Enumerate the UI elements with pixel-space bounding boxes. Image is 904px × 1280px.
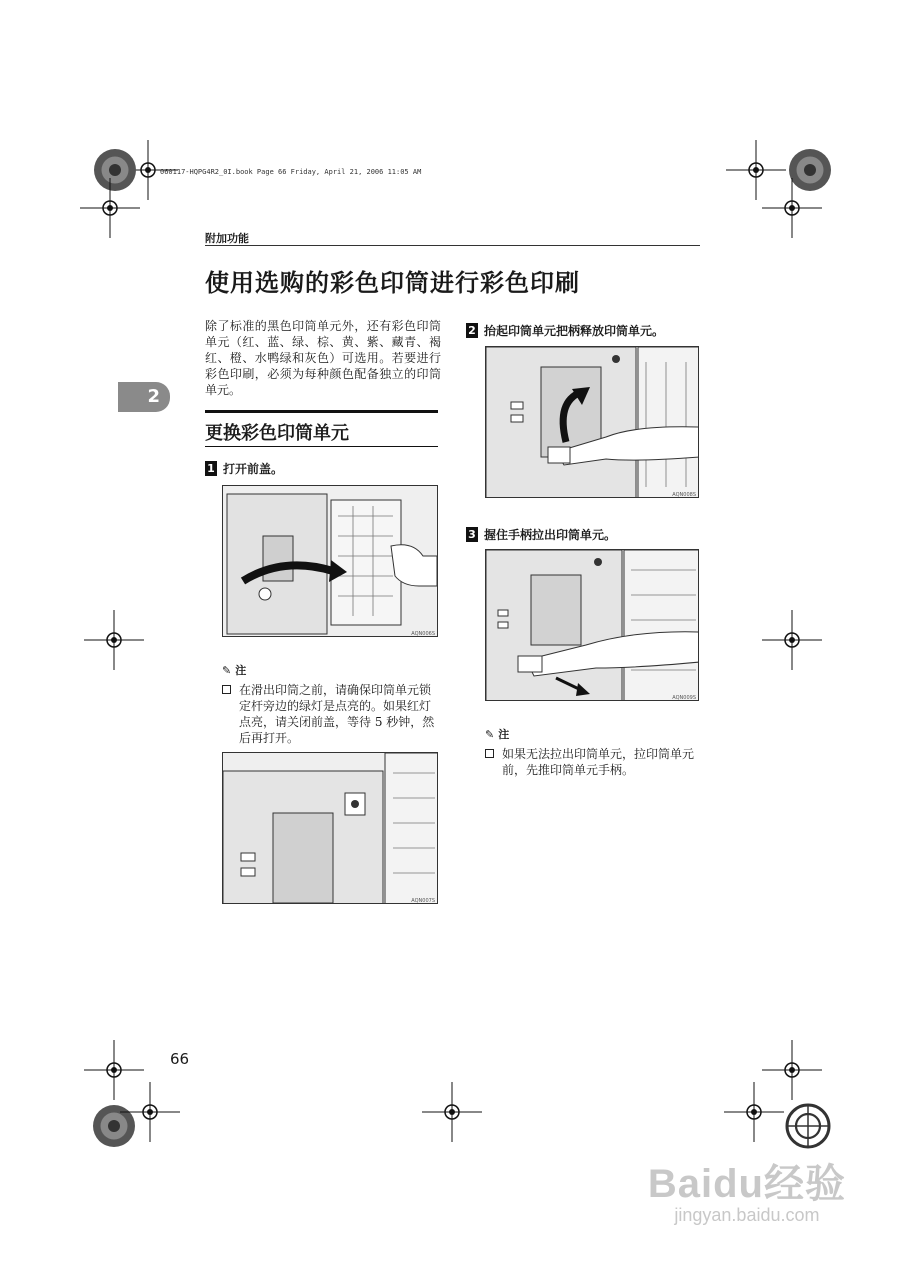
registration-mark-icon [762, 610, 822, 670]
watermark [648, 1152, 846, 1226]
note-heading [485, 726, 509, 742]
note-heading [222, 662, 246, 678]
file-info-line: 060117-HQPG4R2_0I.book Page 66 Friday, April 21, 2006 11:05 AM [160, 168, 422, 176]
watermark-logo: Baidu经验 [647, 1162, 846, 1206]
note-item [485, 746, 701, 778]
page-title: 使用选购的彩色印筒进行彩色印刷 [205, 269, 580, 297]
subheading-rule-top [205, 410, 438, 413]
step-3 [466, 526, 616, 543]
note-label: 注 [498, 728, 510, 741]
step-1 [205, 460, 283, 477]
registration-mark-icon [84, 610, 144, 670]
registration-mark-icon [762, 178, 822, 238]
subheading-rule-bottom [205, 446, 438, 447]
subheading: 更换彩色印筒单元 [205, 423, 349, 444]
step-text: 打开前盖。 [223, 462, 284, 476]
step-number: 3 [466, 527, 478, 542]
figure-code: AQN006S [411, 631, 435, 637]
note-item [222, 682, 440, 746]
note-text: 在滑出印筒之前，请确保印筒单元锁定杆旁边的绿灯是点亮的。如果红灯点亮，请关闭前盖，等待 5 秒钟，然后再打开。 [239, 683, 435, 745]
chapter-tab: 2 [118, 382, 170, 412]
step-2 [466, 322, 664, 339]
figure-code: AQN009S [672, 695, 696, 701]
step-number: 1 [205, 461, 217, 476]
watermark-url: jingyan.baidu.com [674, 1205, 820, 1225]
registration-mark-icon [422, 1082, 482, 1142]
note-text: 如果无法拉出印筒单元，拉印筒单元前，先推印筒单元手柄。 [502, 747, 695, 777]
checkbox-bullet-icon [222, 685, 231, 694]
intro-paragraph: 除了标准的黑色印筒单元外，还有彩色印筒单元（红、蓝、绿、棕、黄、紫、藏青、褐红、橙、水鸭绿和灰色）可选用。若要进行彩色印刷，必须为每种颜色配备独立的印筒单元。 [205, 319, 441, 397]
registration-mark-icon [80, 178, 140, 238]
color-wheel-icon [778, 1096, 838, 1156]
page-number: 66 [170, 1050, 190, 1068]
illustration-lift-handle [485, 346, 699, 498]
registration-mark-icon [120, 1082, 180, 1142]
step-number: 2 [466, 323, 478, 338]
illustration-open-front-cover [222, 485, 438, 637]
figure-code: AQN007S [411, 898, 435, 904]
section-label: 附加功能 [205, 232, 249, 245]
registration-mark-icon [724, 1082, 784, 1142]
pencil-note-icon: ✎ [485, 727, 495, 741]
pencil-note-icon: ✎ [222, 663, 232, 677]
note-label: 注 [235, 664, 247, 677]
figure-code: AQN008S [672, 492, 696, 498]
step-text: 握住手柄拉出印筒单元。 [484, 528, 617, 542]
illustration-pull-out-drum [485, 549, 699, 701]
header-divider [205, 245, 700, 246]
step-text: 抬起印筒单元把柄释放印筒单元。 [484, 324, 665, 338]
checkbox-bullet-icon [485, 749, 494, 758]
illustration-lock-lever-lamp [222, 752, 438, 904]
